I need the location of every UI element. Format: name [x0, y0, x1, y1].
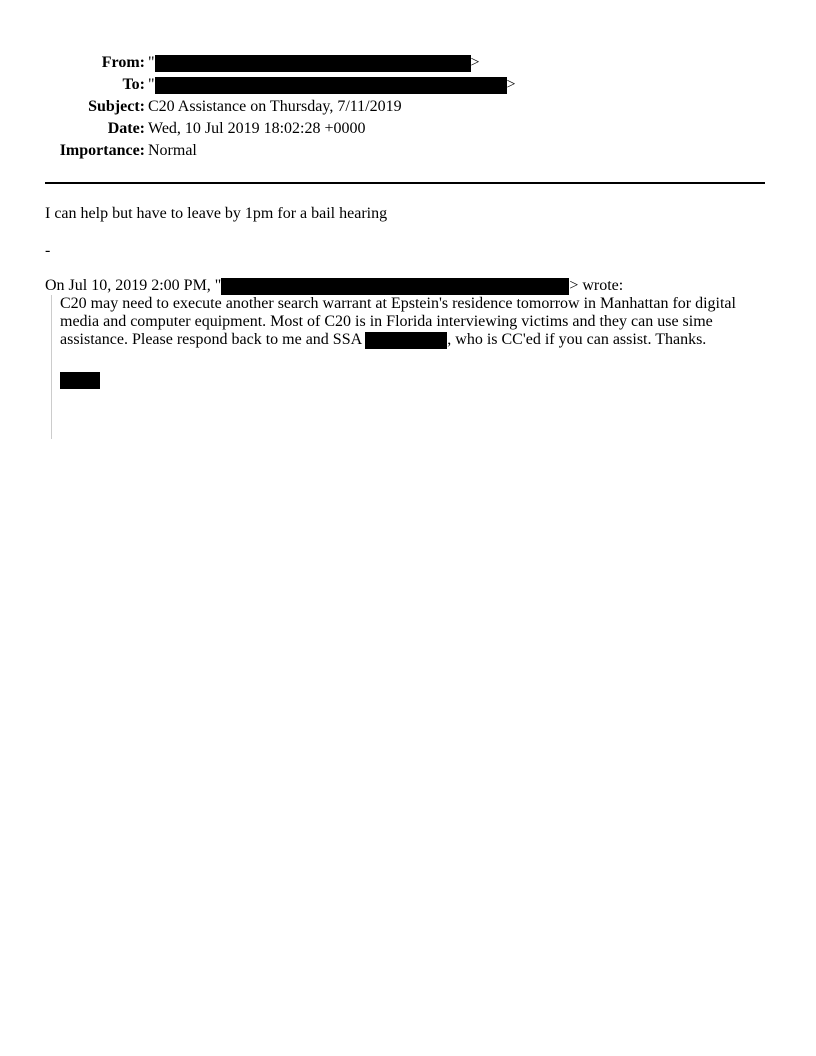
from-suffix: > — [470, 54, 480, 71]
quote-attribution — [45, 277, 623, 295]
date-label: Date: — [107, 120, 145, 137]
to-label: To: — [122, 76, 145, 93]
importance-value: Normal — [148, 142, 197, 159]
from-value — [148, 52, 480, 74]
to-value — [148, 74, 516, 96]
to-prefix: " — [148, 76, 155, 93]
reply-text: I can help but have to leave by 1pm for a bail hearing — [45, 205, 388, 222]
date-value: Wed, 10 Jul 2019 18:02:28 +0000 — [148, 120, 366, 137]
signature-dash: - — [45, 242, 51, 259]
attribution-suffix: > wrote: — [569, 277, 624, 294]
redaction-box — [60, 372, 100, 389]
spacer — [60, 349, 770, 371]
header-divider — [45, 182, 765, 184]
to-suffix: > — [506, 76, 516, 93]
redaction-box — [155, 77, 507, 94]
quoted-line: C20 may need to execute another search warrant at Epstein's residence tomorrow in Manhattan for digital — [60, 295, 736, 312]
from-prefix: " — [148, 54, 155, 71]
importance-label: Importance: — [59, 142, 145, 159]
quoted-line: media and computer equipment. Most of C20 is in Florida interviewing victims and they can use sime — [60, 313, 713, 330]
quoted-text — [60, 295, 770, 389]
redaction-box — [155, 55, 471, 72]
quoted-line — [60, 331, 770, 349]
quoted-message — [51, 295, 772, 439]
redaction-box — [221, 278, 569, 295]
subject-label: Subject: — [88, 98, 145, 115]
attribution-prefix: On Jul 10, 2019 2:00 PM, " — [45, 277, 222, 294]
signature-redaction — [60, 371, 770, 389]
quoted-line-suffix: , who is CC'ed if you can assist. Thanks. — [447, 331, 707, 348]
subject-value: C20 Assistance on Thursday, 7/11/2019 — [148, 98, 402, 115]
quoted-line-prefix: assistance. Please respond back to me and SSA — [60, 331, 366, 348]
from-label: From: — [101, 54, 145, 71]
redaction-box — [365, 332, 447, 349]
